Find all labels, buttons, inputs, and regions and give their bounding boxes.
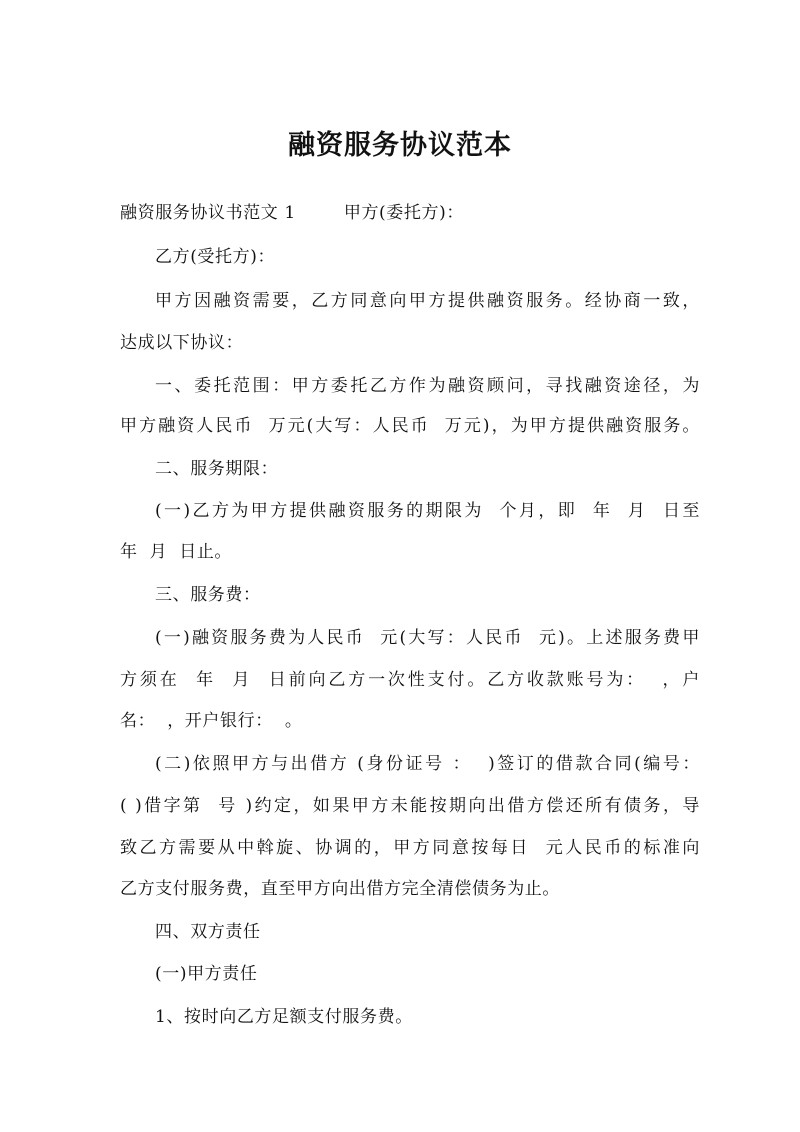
document-title: 融资服务协议范本 (288, 130, 512, 161)
text-line: 达成以下协议： (120, 333, 244, 353)
text-line: 三、服务费： (155, 585, 261, 605)
text-line: 甲方融资人民币 万元(大写：人民币 万元)，为甲方提供融资服务。 (120, 416, 700, 436)
text-line: 甲方因融资需要，乙方同意向甲方提供融资服务。经协商一致， (155, 291, 700, 311)
text-line: 融资服务协议书范文 1 甲方(委托方)： (120, 203, 464, 223)
text-line: ( )借字第 号 )约定，如果甲方未能按期向出借方偿还所有债务，导 (120, 796, 700, 816)
text-line: 乙方(受托方)： (155, 247, 276, 267)
text-line: (一)甲方责任 (155, 964, 258, 984)
text-line: 方须在 年 月 日前向乙方一次性支付。乙方收款账号为： ，户 (120, 670, 700, 690)
text-line: 1、按时向乙方足额支付服务费。 (155, 1007, 413, 1027)
text-line: 名： ，开户银行： 。 (120, 711, 303, 731)
text-line: 四、双方责任 (155, 922, 261, 942)
text-line: 乙方支付服务费，直至甲方向出借方完全清偿债务为止。 (120, 879, 560, 899)
text-line: (二)依照甲方与出借方 (身份证号 ： )签订的借款合同(编号： (155, 754, 700, 774)
text-line: (一)乙方为甲方提供融资服务的期限为 个月，即 年 月 日至 (155, 501, 700, 521)
text-line: (一)融资服务费为人民币 元(大写：人民币 元)。上述服务费甲 (155, 628, 700, 648)
text-line: 一、委托范围：甲方委托乙方作为融资顾问，寻找融资途径，为 (155, 376, 700, 396)
text-line: 致乙方需要从中斡旋、协调的，甲方同意按每日 元人民币的标准向 (120, 838, 700, 858)
text-line: 年 月 日止。 (120, 542, 233, 562)
text-line: 二、服务期限： (155, 459, 279, 479)
